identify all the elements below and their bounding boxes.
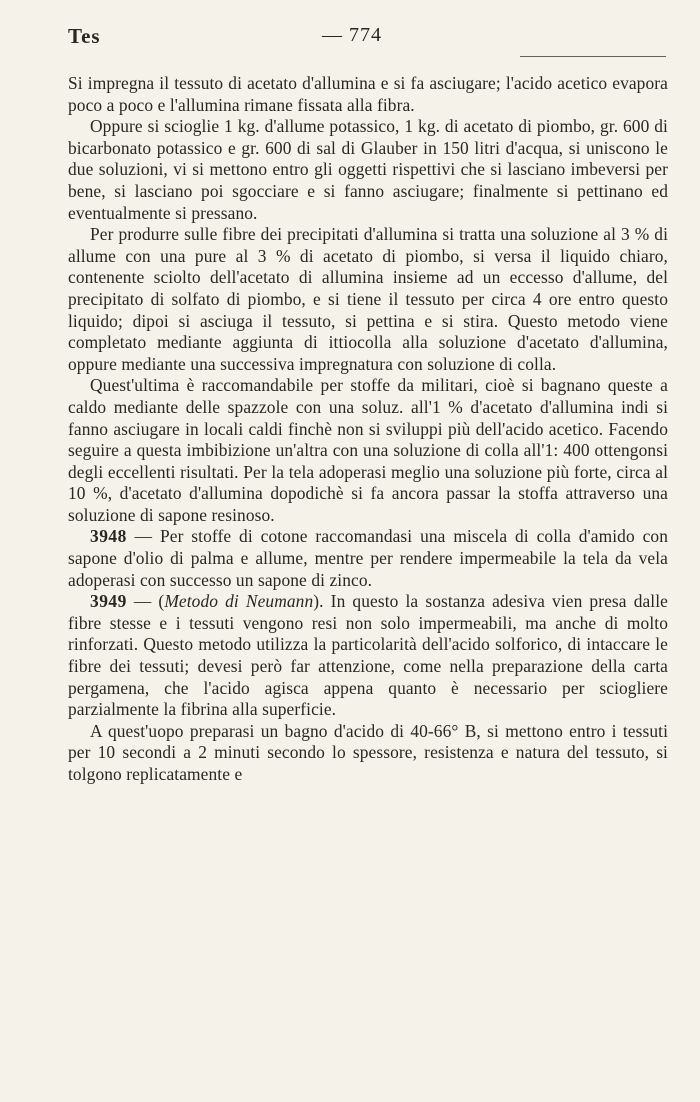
paragraph-text: Per produrre sulle fibre dei precipitati d'allumina si tratta una soluzione al 3 % di allume con una pure al 3 % di acetato di piombo, si versa il liquido chiaro, contenente sciolto dell'acetato di allumina insieme ad un eccesso d'allume, del precipitato di solfato di piombo, e si tiene il tessuto per circa 4 ore entro questo liquido; dipoi si asciuga il tessuto, si pettina e si stira. Questo metodo viene completato mediante aggiunta di ittiocolla alla soluzione d'acetato d'allumina, oppure mediante una successiva impregnatura con soluzione di colla. (68, 224, 668, 374)
paragraph-continuation (68, 73, 668, 116)
paragraph-text-lead: — ( (126, 591, 165, 612)
paragraph-text: — Per stoffe di cotone raccomandasi una miscela di colla d'amido con sapone d'olio di palma e allume, mentre per rendere impermeabile la tela da vela adoperasi con successo un sapone di zinco. (68, 526, 668, 590)
header-rule (520, 56, 666, 57)
paragraph-text: ). In questo la sostanza adesiva vien presa dalle fibre stesse e i tessuti vengono resi non solo impermeabili, ma anche di molto rinforzati. Questo metodo utilizza la particolarità dell'acido solforico, di intaccare le fibre dei tessuti; devesi però far attenzione, come nella preparazione della carta pergamena, che l'acido agisca appena quanto è necessario per sciogliere parzialmente la fibrina alla superficie. (68, 591, 668, 720)
page-header (68, 24, 668, 54)
method-title: Metodo di Neumann (164, 591, 314, 612)
body-text (68, 73, 668, 786)
paragraph (68, 721, 668, 786)
paragraph-number: 3949 (90, 591, 127, 612)
paragraph-text: Oppure si scioglie 1 kg. d'allume potassico, 1 kg. di acetato di piombo, gr. 600 di bicarbonato potassico e gr. 600 di sal di Glauber in 150 litri d'acqua, si uniscono le due soluzioni, vi si mettono entro gli oggetti rispettivi che si lasciano imbeversi per bene, si lasciano poi sgocciare e si fanno asciugare; finalmente si pettinano ed eventualmente si pressano. (68, 116, 668, 223)
paragraph-number: 3948 (90, 526, 127, 547)
page-number: — 774 (322, 24, 382, 46)
paragraph-text: A quest'uopo preparasi un bagno d'acido di 40-66° B, si mettono entro i tessuti per 10 secondi a 2 minuti secondo lo spessore, resistenza e natura del tessuto, si tolgono replicatamente e (68, 720, 668, 784)
numbered-paragraph-3949 (68, 591, 668, 721)
paragraph-text: Si impregna il tessuto di acetato d'allumina e si fa asciugare; l'acido acetico evapora poco a poco e l'allumina rimane fissata alla fibra. (68, 73, 668, 115)
paragraph-text: Quest'ultima è raccomandabile per stoffe da militari, cioè si bagnano queste a caldo mediante delle spazzole con una soluz. all'1 % d'acetato d'allumina indi si fanno asciugare in locali caldi finchè non si sviluppi più dell'acido acetico. Facendo seguire a questa imbibizione un'altra con una soluzione di colla all'1: 400 ottengonsi degli eccellenti risultati. Per la tela adoperasi meglio una soluzione più forte, circa al 10 %, d'acetato d'allumina dopodichè si fa ancora passar la stoffa attraverso una soluzione di sapone resinoso. (68, 375, 668, 525)
running-title: Tes (68, 24, 101, 48)
numbered-paragraph-3948 (68, 526, 668, 591)
paragraph (68, 375, 668, 526)
paragraph (68, 116, 668, 224)
paragraph (68, 224, 668, 375)
